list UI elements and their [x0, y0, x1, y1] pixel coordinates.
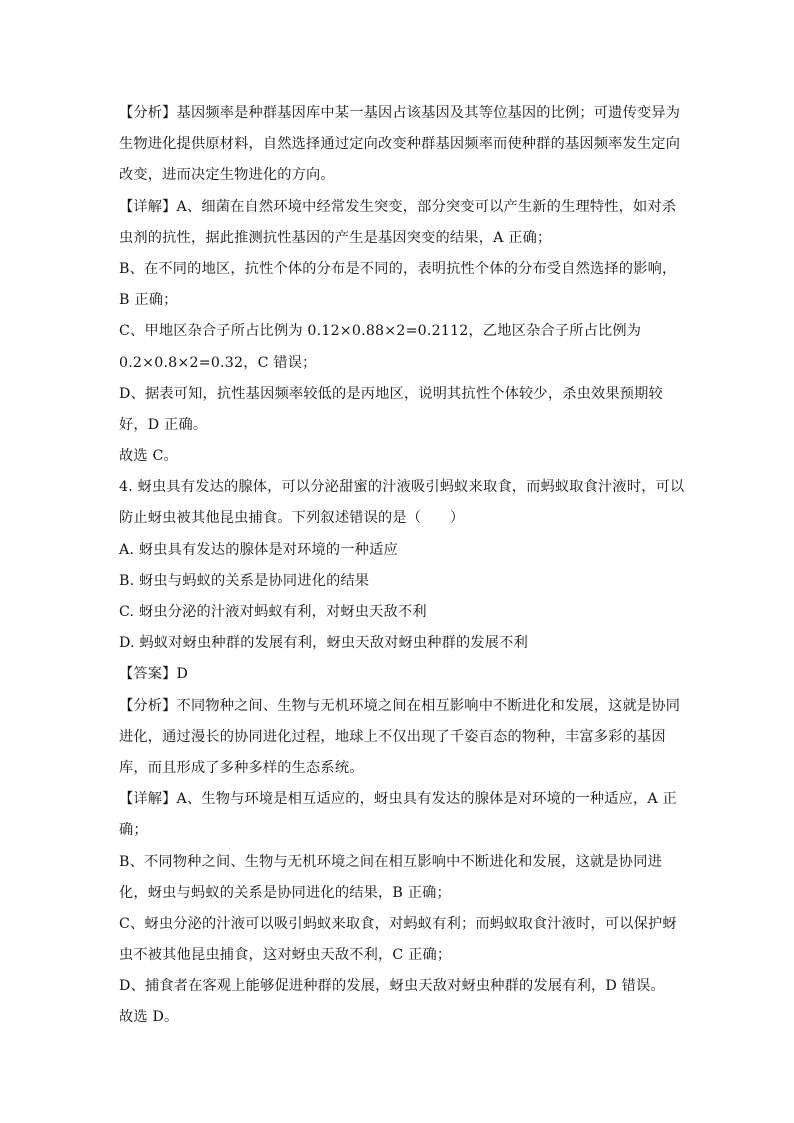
detail-b-line-1: B、在不同的地区，抗性个体的分布是不同的，表明抗性个体的分布受自然选择的影响，	[119, 260, 677, 277]
analysis-line-1: 【分析】基因频率是种群基因库中某一基因占该基因及其等位基因的比例；可遗传变异为	[119, 105, 681, 121]
analysis-line-3: 改变，进而决定生物进化的方向。	[119, 167, 335, 184]
option-a: A. 蚜虫具有发达的腺体是对环境的一种适应	[119, 541, 398, 558]
q4-analysis-line-1: 【分析】不同物种之间、生物与无机环境之间在相互影响中不断进化和发展，这就是协同	[119, 697, 681, 714]
detail-d-line-1: D、据表可知，抗性基因频率较低的是丙地区，说明其抗性个体较少，杀虫效果预期较	[119, 385, 663, 402]
q4-detail-a-line-1: 【详解】A、生物与环境是相互适应的，蚜虫具有发达的腺体是对环境的一种适应，A 正	[119, 791, 677, 808]
detail-c-line-2: 0.2×0.8×2=0.32，C 错误；	[119, 354, 317, 371]
document-page	[119, 98, 685, 1034]
q4-detail-c-line-1: C、蚜虫分泌的汁液可以吸引蚂蚁来取食，对蚂蚁有利；而蚂蚁取食汁液时，可以保护蚜	[119, 915, 677, 932]
detail-c-line-1: C、甲地区杂合子所占比例为 0.12×0.88×2=0.2112，乙地区杂合子所占比例为	[119, 323, 642, 340]
q4-detail-b-line-1: B、不同物种之间、生物与无机环境之间在相互影响中不断进化和发展，这就是协同进	[119, 853, 662, 870]
q4-answer-choice-line: 故选 D。	[119, 1009, 179, 1026]
detail-b-line-2: B 正确；	[119, 292, 178, 309]
answer-choice-line: 故选 C。	[119, 448, 178, 465]
answer-line: 【答案】D	[119, 666, 189, 683]
detail-line-2: 虫剂的抗性，据此推测抗性基因的产生是基因突变的结果，A 正确；	[119, 229, 552, 246]
option-d: D. 蚂蚁对蚜虫种群的发展有利，蚜虫天敌对蚜虫种群的发展不利	[119, 635, 528, 652]
analysis-line-2: 生物进化提供原材料，自然选择通过定向改变种群基因频率而使种群的基因频率发生定向	[119, 136, 681, 153]
q4-analysis-line-2: 进化，通过漫长的协同进化过程，地球上不仅出现了千姿百态的物种，丰富多彩的基因	[119, 728, 666, 745]
option-c: C. 蚜虫分泌的汁液对蚂蚁有利，对蚜虫天敌不利	[119, 604, 427, 620]
q4-detail-a-line-2: 确；	[119, 822, 148, 839]
q4-detail-c-line-2: 虫不被其他昆虫捕食，这对蚜虫天敌不利，C 正确；	[119, 947, 452, 964]
q4-detail-d-line: D、捕食者在客观上能够促进种群的发展，蚜虫天敌对蚜虫种群的发展有利，D 错误。	[119, 978, 665, 995]
detail-d-line-2: 好，D 正确。	[119, 416, 208, 433]
question-4-line-1: 4. 蚜虫具有发达的腺体，可以分泌甜蜜的汁液吸引蚂蚁来取食，而蚂蚁取食汁液时，可以	[119, 479, 685, 496]
question-4-line-2: 防止蚜虫被其他昆虫捕食。下列叙述错误的是（ ）	[119, 510, 465, 527]
detail-line-1: 【详解】A、细菌在自然环境中经常发生突变，部分突变可以产生新的生理特性，如对杀	[119, 198, 677, 215]
q4-analysis-line-3: 库，而且形成了多种多样的生态系统。	[119, 759, 364, 776]
option-b: B. 蚜虫与蚂蚁的关系是协同进化的结果	[119, 572, 370, 589]
q4-detail-b-line-2: 化，蚜虫与蚂蚁的关系是协同进化的结果，B 正确；	[119, 884, 451, 901]
